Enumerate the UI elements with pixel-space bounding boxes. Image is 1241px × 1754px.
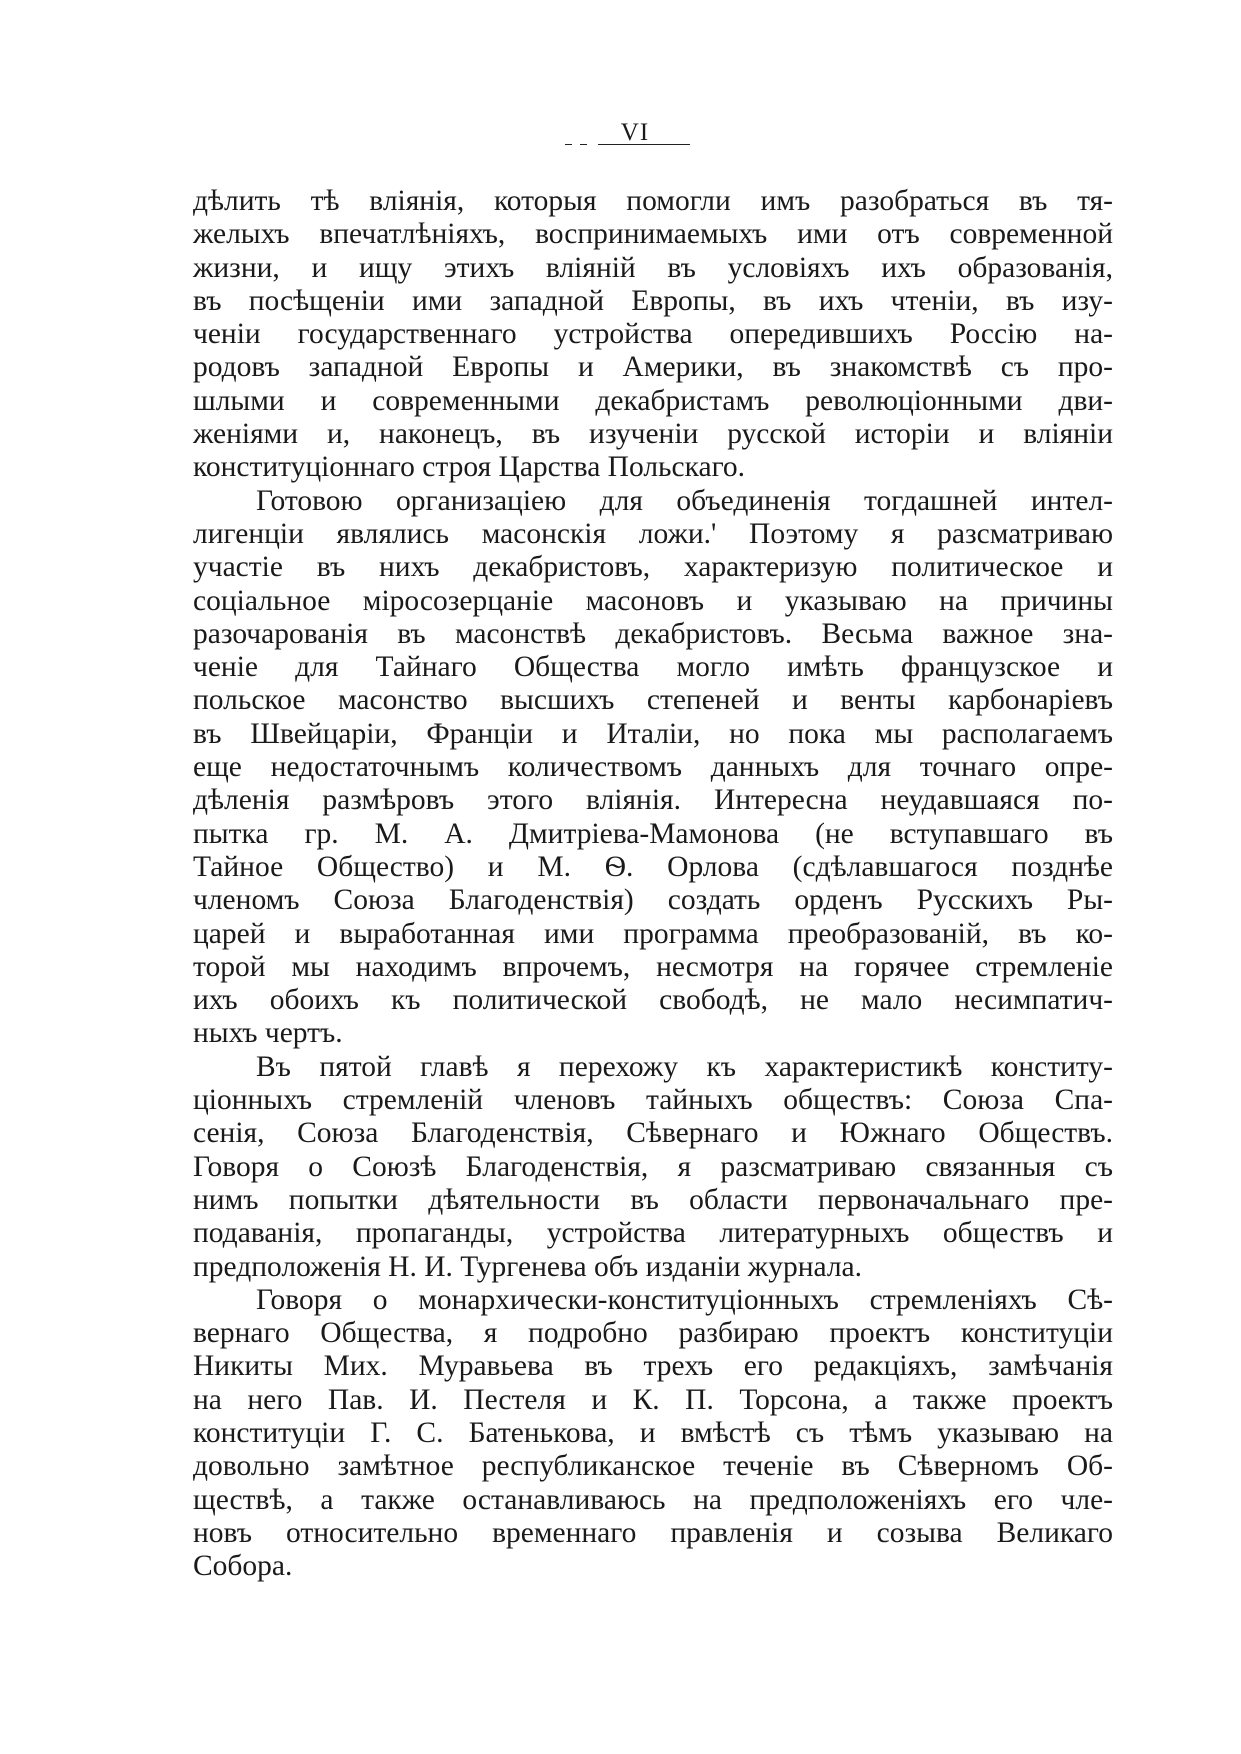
text-line: довольно замѣтное республиканское теченіе въ Сѣверномъ Об- xyxy=(193,1450,1113,1483)
header-rule-dash xyxy=(565,144,572,145)
text-line: конституціи Г. С. Батенькова, и вмѣстѣ съ тѣмъ указываю на xyxy=(193,1416,1113,1449)
text-line: Говоря о Союзѣ Благоденствія, я разсматриваю связанныя съ xyxy=(193,1150,1113,1183)
text-line: на него Пав. И. Пестеля и К. П. Торсона, а также проектъ xyxy=(193,1383,1113,1416)
text-line: пытка гр. М. А. Дмитріева-Мамонова (не вступавшаго въ xyxy=(193,817,1113,850)
text-line: шлыми и современными декабристамъ революціонными дви- xyxy=(193,384,1113,417)
text-line: соціальное міросозерцаніе масоновъ и указываю на причины xyxy=(193,584,1113,617)
text-line: Никиты Мих. Муравьева въ трехъ его редакціяхъ, замѣчанія xyxy=(193,1350,1113,1383)
text-line: дѣленія размѣровъ этого вліянія. Интересна неудавшаяся по- xyxy=(193,784,1113,817)
paragraph-4 xyxy=(193,1284,1113,1584)
text-line: Готовою организаціею для объединенія тогдашней интел- xyxy=(256,484,1113,517)
text-line: желыхъ впечатлѣніяхъ, воспринимаемыхъ ими отъ современной xyxy=(193,218,1113,251)
text-line: участіе въ нихъ декабристовъ, характеризую политическое и xyxy=(193,551,1113,584)
text-line: женіями и, наконецъ, въ изученіи русской исторіи и вліяніи xyxy=(193,418,1113,451)
paragraph-3 xyxy=(193,1051,1113,1284)
text-line: торой мы находимъ впрочемъ, несмотря на горячее стремленіе xyxy=(193,950,1113,983)
text-line: въ посѣщеніи ими западной Европы, въ ихъ чтеніи, въ изу- xyxy=(193,284,1113,317)
text-line: царей и выработанная ими программа преобразованій, въ ко- xyxy=(193,917,1113,950)
text-line: Въ пятой главѣ я перехожу къ характеристикѣ конститу- xyxy=(256,1050,1113,1083)
text-line: членомъ Союза Благоденствія) создать орденъ Русскихъ Ры- xyxy=(193,884,1113,917)
text-line: конституціоннаго строя Царства Польскаго. xyxy=(193,451,746,484)
text-line: ихъ обоихъ къ политической свободѣ, не мало несимпатич- xyxy=(193,984,1113,1017)
body-text xyxy=(193,185,1113,1583)
text-line: разочарованія въ масонствѣ декабристовъ. Весьма важное зна- xyxy=(193,617,1113,650)
text-line: Говоря о монархически-конституціонныхъ стремленіяхъ Сѣ- xyxy=(256,1283,1113,1316)
text-line: еще недостаточнымъ количествомъ данныхъ для точнаго опре- xyxy=(193,751,1113,784)
text-line: ществѣ, а также останавливаюсь на предположеніяхъ его чле- xyxy=(193,1483,1113,1516)
text-line: Собора. xyxy=(193,1550,293,1583)
text-line: подаванія, пропаганды, устройства литературныхъ обществъ и xyxy=(193,1217,1113,1250)
text-line: польское масонство высшихъ степеней и венты карбонаріевъ xyxy=(193,684,1113,717)
text-line: ціонныхъ стремленій членовъ тайныхъ обществъ: Союза Спа- xyxy=(193,1084,1113,1117)
text-line: сенія, Союза Благоденствія, Сѣвернаго и Южнаго Обществъ. xyxy=(193,1117,1113,1150)
paragraph-2 xyxy=(193,485,1113,1051)
text-line: новъ относительно временнаго правленія и созыва Великаго xyxy=(193,1516,1113,1549)
header-rule xyxy=(598,144,690,145)
text-line: вернаго Общества, я подробно разбираю проектъ конституціи xyxy=(193,1317,1113,1350)
text-line: Тайное Общество) и М. Ѳ. Орлова (сдѣлавшагося позднѣе xyxy=(193,850,1113,883)
text-line: жизни, и ищу этихъ вліяній въ условіяхъ ихъ образованія, xyxy=(193,251,1113,284)
text-line: родовъ западной Европы и Америки, въ знакомствѣ съ про- xyxy=(193,351,1113,384)
text-line: ченіи государственнаго устройства опередившихъ Россію на- xyxy=(193,318,1113,351)
header-rule-dash xyxy=(580,144,587,145)
text-line: дѣлить тѣ вліянія, которыя помогли имъ разобраться въ тя- xyxy=(193,185,1113,217)
paragraph-1 xyxy=(193,185,1113,485)
text-line: въ Швейцаріи, Франціи и Италіи, но пока мы располагаемъ xyxy=(193,717,1113,750)
text-line: ныхъ чертъ. xyxy=(193,1017,343,1050)
text-line: лигенціи являлись масонскія ложи.' Поэтому я разсматриваю xyxy=(193,517,1113,550)
text-line: нимъ попытки дѣятельности въ области первоначальнаго пре- xyxy=(193,1183,1113,1216)
page-number: VI xyxy=(620,119,650,146)
text-line: предположенія Н. И. Тургенева объ изданіи журнала. xyxy=(193,1250,863,1283)
text-line: ченіе для Тайнаго Общества могло имѣть французское и xyxy=(193,651,1113,684)
